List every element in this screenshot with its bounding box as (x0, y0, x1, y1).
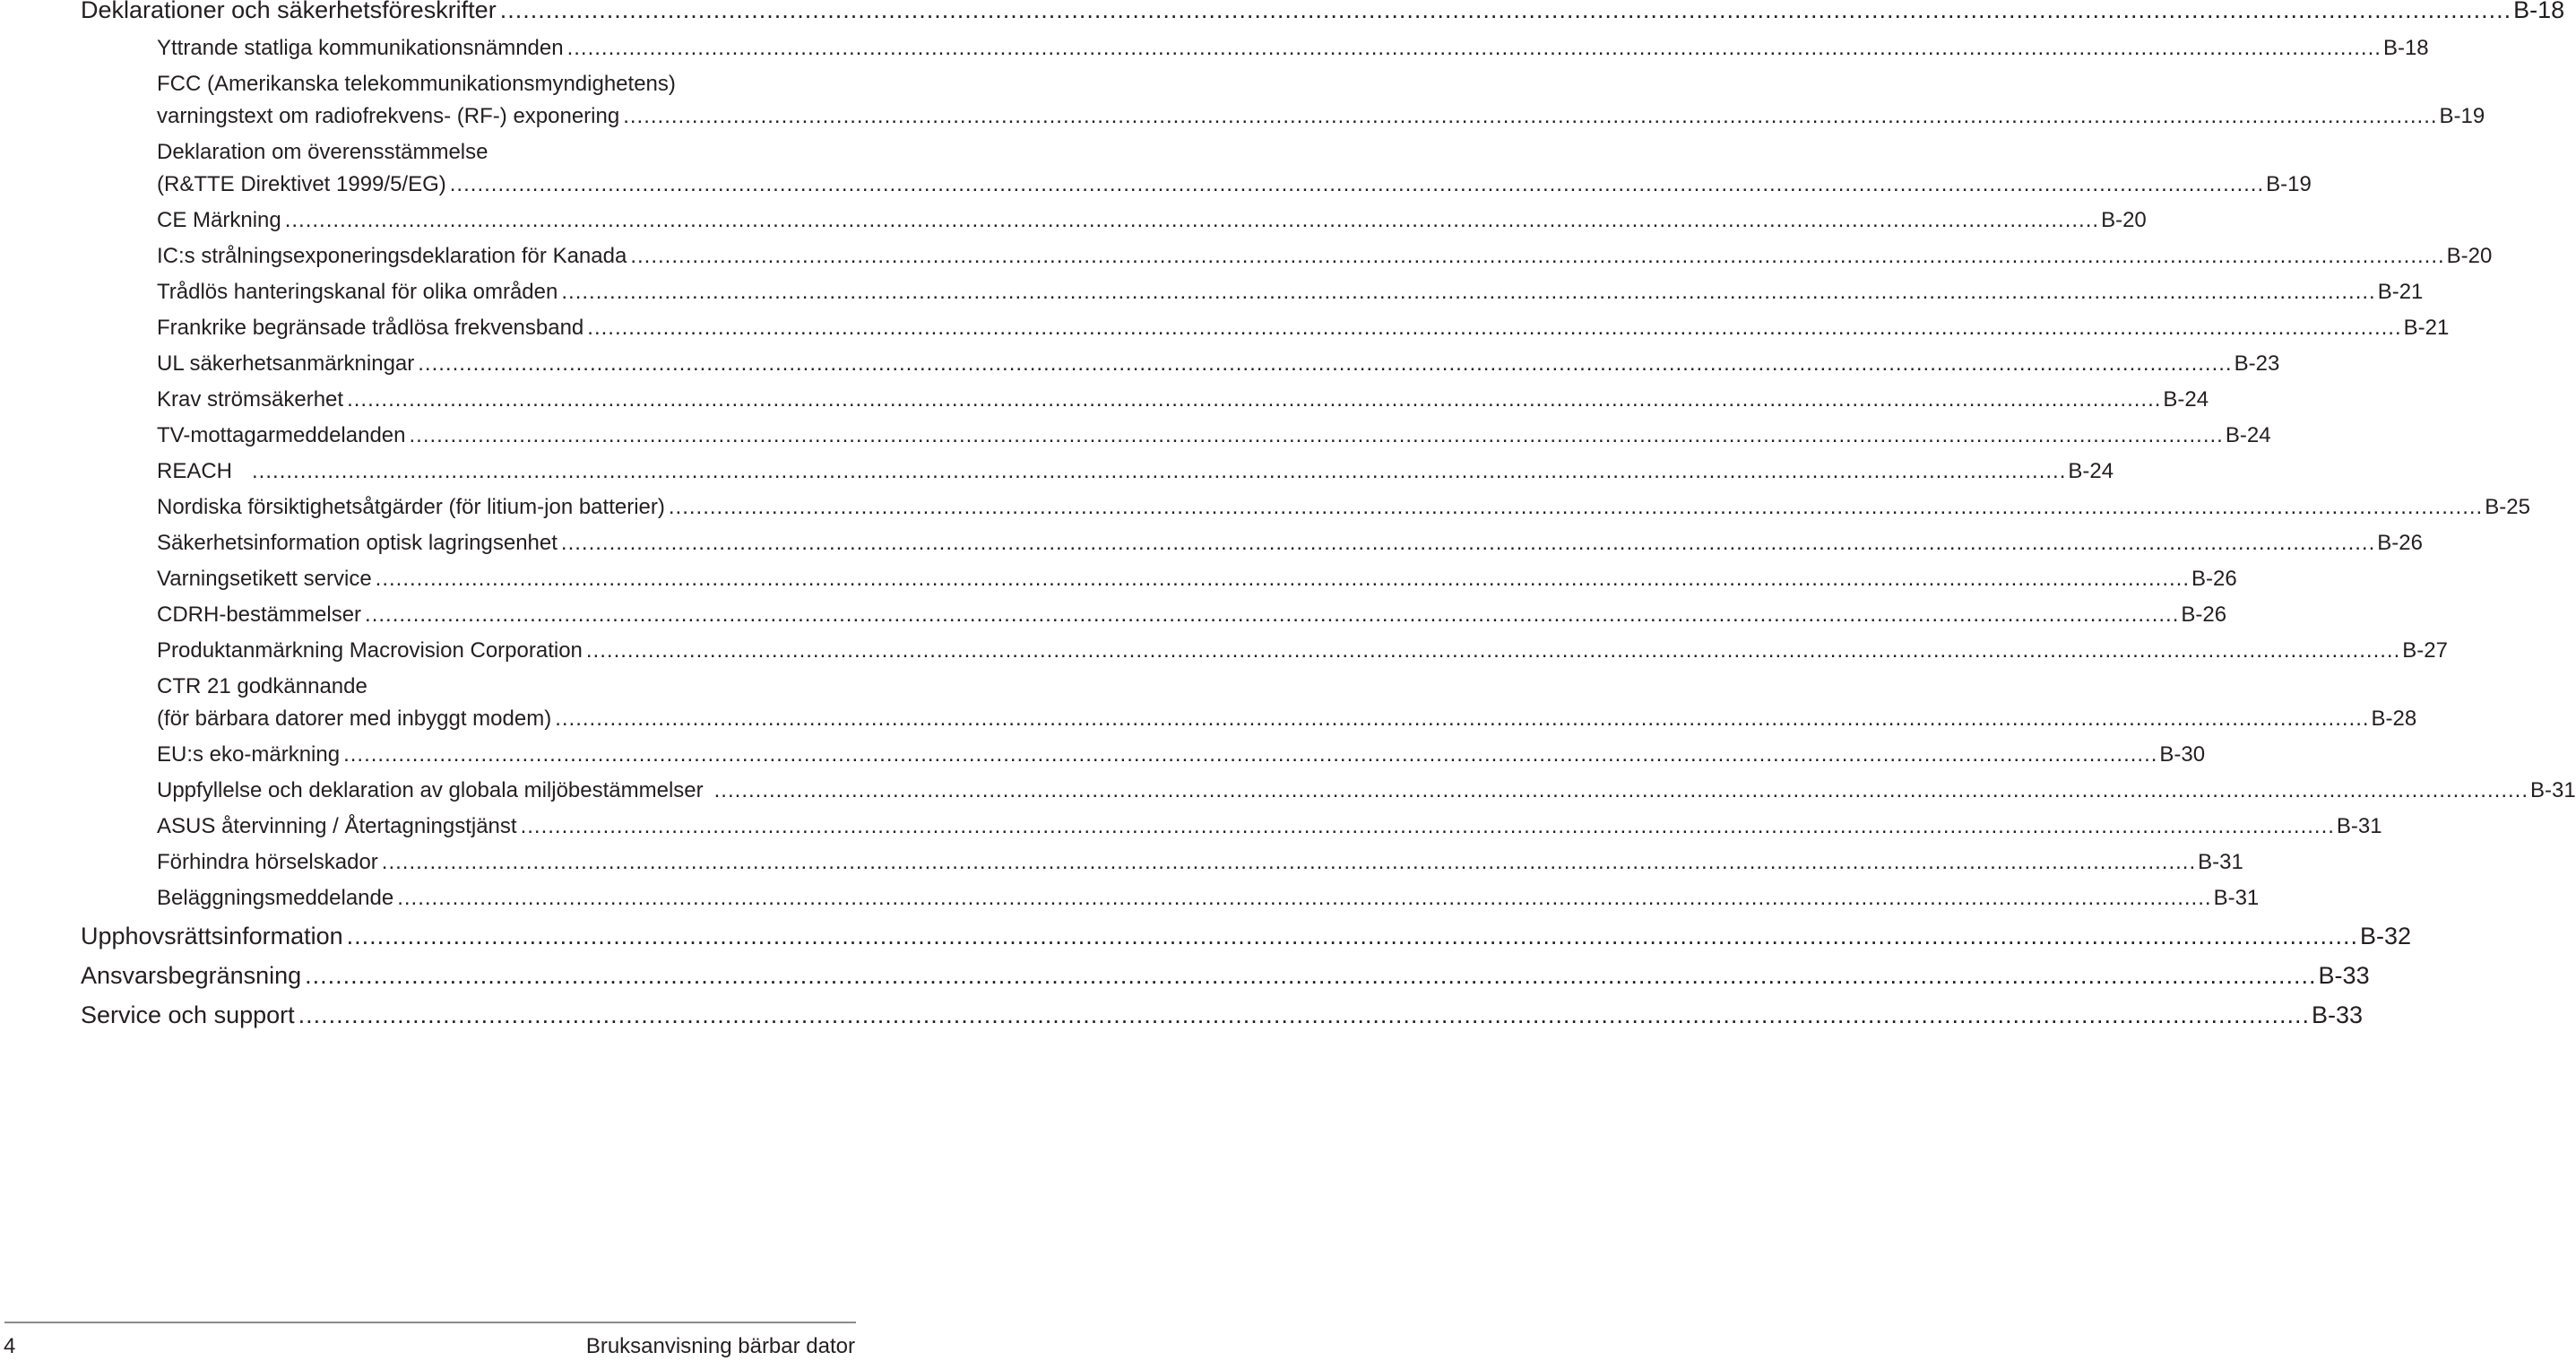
toc-entry[interactable]: Uppfyllelse och deklaration av globala miljöbestämmelser ..... B-31 (157, 778, 817, 803)
toc-entry[interactable]: Beläggningsmeddelande ..... B-31 (157, 886, 817, 911)
toc-page-number: B-18 (2513, 0, 2565, 23)
toc-page-number: B-25 (2485, 495, 2530, 519)
toc-page-number: B-27 (2402, 638, 2448, 663)
toc-entry-line: CTR 21 godkännande (157, 674, 367, 698)
toc-page-number: B-19 (2266, 172, 2312, 196)
toc-page-number: B-32 (2360, 923, 2412, 949)
toc-entry[interactable]: CE Märkning ..... B-20 (157, 208, 817, 233)
toc-page-number: B-26 (2181, 602, 2227, 627)
toc-page-number: B-31 (2336, 814, 2382, 838)
toc-page-number: B-18 (2382, 36, 2429, 60)
toc-page-number: B-19 (2439, 104, 2485, 128)
toc-page-number: B-31 (2198, 850, 2243, 874)
toc-entry[interactable]: Förhindra hörselskador ..... B-31 (157, 850, 817, 875)
toc-entry[interactable]: Yttrande statliga kommunikationsnämnden ..... B-18 (157, 36, 817, 61)
footer-page-number: 4 (4, 1334, 16, 1358)
toc-page-number: B-31 (2529, 778, 2576, 802)
toc-entry[interactable]: EU:s eko-märkning ..... B-30 (157, 742, 817, 767)
toc-entry[interactable]: UL säkerhetsanmärkningar ..... B-23 (157, 351, 817, 377)
toc-entry[interactable]: REACH ..... B-24 (157, 459, 817, 484)
toc-page-number: B-20 (2101, 208, 2147, 232)
toc-page-number: B-20 (2446, 244, 2493, 268)
toc-entry[interactable]: Ansvarsbegränsning ..... B-33 (81, 962, 817, 990)
toc-page-number: B-21 (2403, 316, 2450, 340)
toc-entry-line: FCC (Amerikanska telekommunikationsmyndighetens) (157, 72, 676, 96)
toc-entry[interactable]: Frankrike begränsade trådlösa frekvensband ..... B-21 (157, 316, 817, 341)
toc-page-number: B-24 (2163, 387, 2209, 412)
toc-entry[interactable]: Deklarationer och säkerhetsföreskrifter ..... B-18 (81, 0, 817, 24)
toc-entry[interactable]: (R&TTE Direktivet 1999/5/EG) ..... B-19 (157, 172, 817, 197)
toc-entry[interactable]: Service och support ..... B-33 (81, 1001, 817, 1029)
footer-title: Bruksanvisning bärbar dator (585, 1334, 855, 1358)
toc-entry[interactable]: Produktanmärkning Macrovision Corporation ..... B-27 (157, 638, 817, 663)
toc-entry[interactable]: ASUS återvinning / Återtagningstjänst ..... B-31 (157, 814, 817, 839)
toc-entry[interactable]: CDRH-bestämmelser ..... B-26 (157, 602, 817, 628)
toc-page-number: B-28 (2371, 707, 2417, 731)
toc-page-number: B-33 (2318, 962, 2370, 989)
toc-page-number: B-26 (2377, 531, 2423, 555)
toc-entry[interactable]: Krav strömsäkerhet ..... B-24 (157, 387, 817, 412)
toc-entry[interactable]: Trådlös hanteringskanal för olika områden ..... B-21 (157, 280, 817, 305)
toc-page-number: B-24 (2225, 423, 2271, 447)
toc-page-number: B-33 (2312, 1001, 2364, 1028)
toc-entry-line: Deklaration om överensstämmelse (157, 140, 488, 164)
toc-page-number: B-24 (2068, 459, 2114, 483)
toc-page-number: B-30 (2159, 742, 2206, 767)
toc-entry[interactable]: IC:s strålningsexponeringsdeklaration för Kanada ..... B-20 (157, 244, 817, 269)
toc-entry[interactable]: Varningsetikett service ..... B-26 (157, 567, 817, 592)
toc-entry[interactable]: TV-mottagarmeddelanden ..... B-24 (157, 423, 817, 448)
toc-entry[interactable]: (för bärbara datorer med inbyggt modem) ..... B-28 (157, 707, 817, 732)
footer-divider (4, 1322, 856, 1323)
toc-entry[interactable]: Upphovsrättsinformation ..... B-32 (81, 923, 817, 950)
toc-page-number: B-26 (2191, 567, 2237, 591)
toc-entry[interactable]: varningstext om radiofrekvens- (RF-) exponering ..... B-19 (157, 104, 817, 129)
toc-page-number: B-23 (2234, 351, 2280, 376)
toc-page-number: B-31 (2213, 886, 2260, 910)
toc-entry[interactable]: Säkerhetsinformation optisk lagringsenhet ..... B-26 (157, 531, 817, 556)
toc-entry[interactable]: Nordiska försiktighetsåtgärder (för litium-jon batterier) ..... B-25 (157, 495, 817, 520)
toc-page-number: B-21 (2377, 280, 2424, 304)
